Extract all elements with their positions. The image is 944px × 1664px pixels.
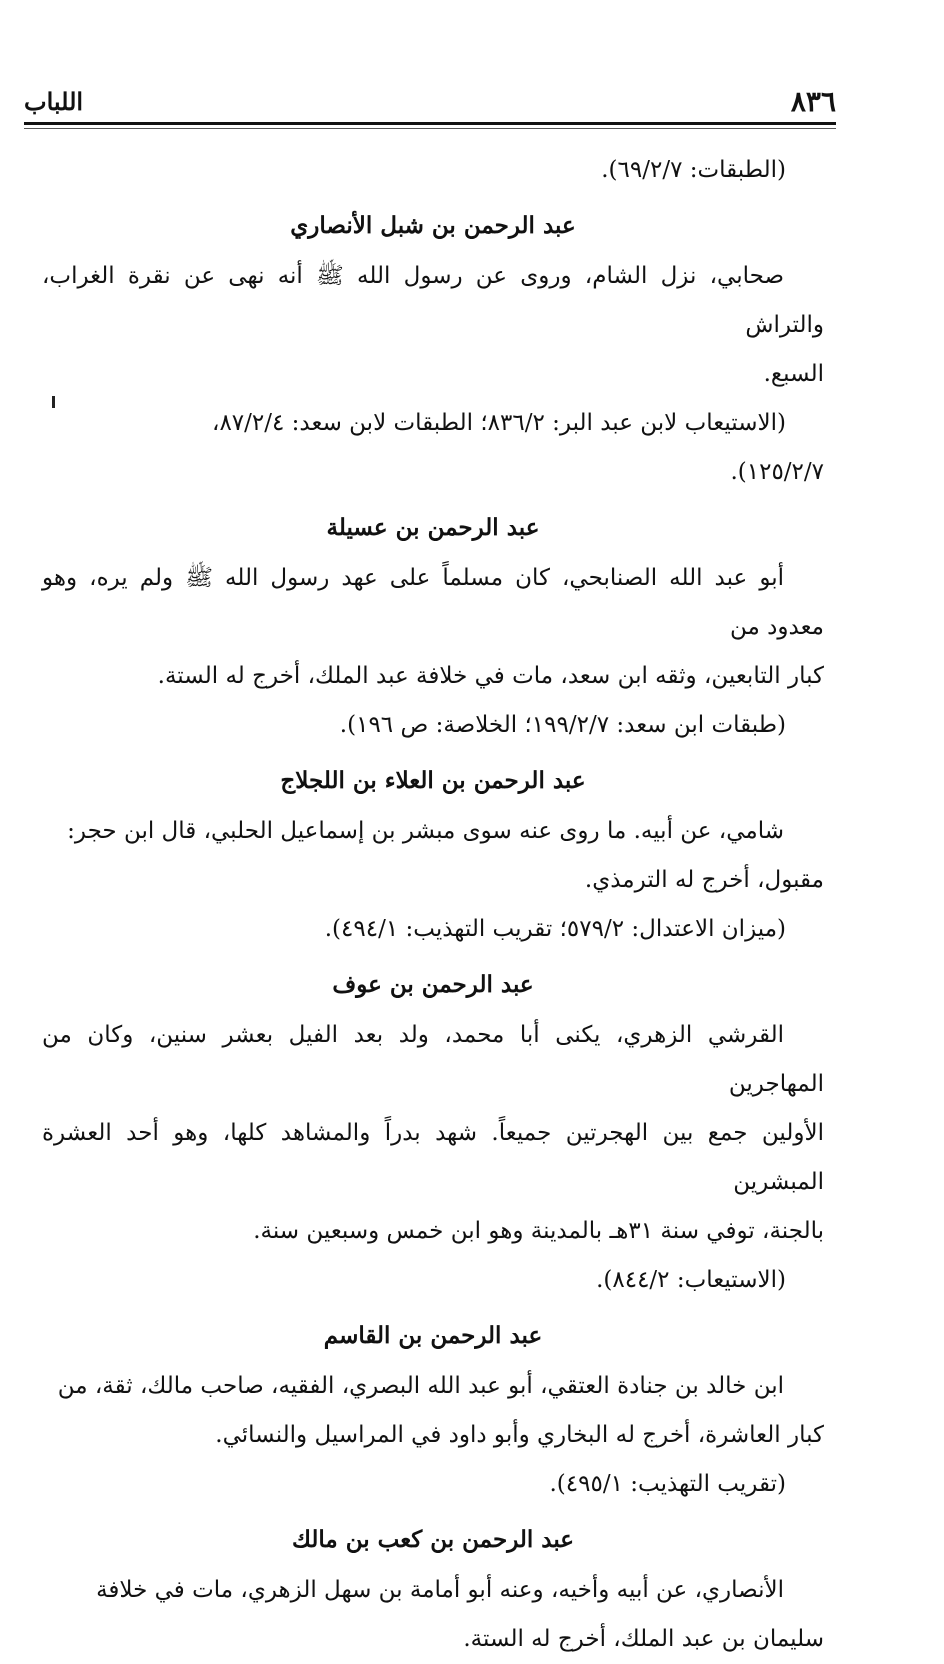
source-citation: ١٢٥/٢/٧). xyxy=(730,459,824,485)
biography-entry xyxy=(42,201,824,497)
entry-title: عبد الرحمن بن عسيلة xyxy=(326,514,540,541)
entry-title: عبد الرحمن بن كعب بن مالك xyxy=(291,1526,575,1553)
entry-text-line: مقبول، أخرج له الترمذي. xyxy=(584,867,824,893)
biography-entry xyxy=(42,960,824,1305)
biography-entry xyxy=(42,756,824,954)
entry-text-line: الأنصاري، عن أبيه وأخيه، وعنه أبو أمامة بن سهل الزهري، مات في خلافة xyxy=(96,1577,784,1603)
page-header xyxy=(24,84,836,124)
source-citation: (طبقات ابن سعد: ١٩٩/٢/٧؛ الخلاصة: ص ١٩٦). xyxy=(339,712,786,738)
entry-text-line: صحابي، نزل الشام، وروى عن رسول الله ﷺ أنه نهى عن نقرة الغراب، والتراش xyxy=(42,263,824,338)
entry-text-line: بالجنة، توفي سنة ٣١هـ بالمدينة وهو ابن خمس وسبعين سنة. xyxy=(253,1218,824,1244)
entry-title: عبد الرحمن بن القاسم xyxy=(323,1322,543,1349)
source-citation: (الاستيعاب: ٨٤٤/٢). xyxy=(596,1267,786,1293)
entry-title: عبد الرحمن بن شبل الأنصاري xyxy=(290,212,576,239)
page-body xyxy=(42,146,824,1664)
entry-title: عبد الرحمن بن العلاء بن اللجلاج xyxy=(280,767,586,794)
page-number: ٨٣٦ xyxy=(790,85,836,118)
biography-entry xyxy=(42,1515,824,1664)
biography-entry xyxy=(42,503,824,750)
entry-text-line: الأولين جمع بين الهجرتين جميعاً. شهد بدراً والمشاهد كلها، وهو أحد العشرة المبشرين xyxy=(42,1120,824,1195)
entry-text-line: شامي، عن أبيه. ما روى عنه سوى مبشر بن إسماعيل الحلبي، قال ابن حجر: xyxy=(67,818,784,844)
entry-text-line: سليمان بن عبد الملك، أخرج له الستة. xyxy=(463,1626,824,1652)
entry-text-line: ابن خالد بن جنادة العتقي، أبو عبد الله البصري، الفقيه، صاحب مالك، ثقة، من xyxy=(57,1373,784,1399)
running-title: اللباب xyxy=(24,87,84,116)
entry-text-line: أبو عبد الله الصنابحي، كان مسلماً على عهد رسول الله ﷺ ولم يره، وهو معدود من xyxy=(42,565,824,640)
entry-text-line: السبع. xyxy=(763,361,824,387)
entry-title: عبد الرحمن بن عوف xyxy=(332,971,534,998)
intro-source-citation: (الطبقات: ٦٩/٢/٧). xyxy=(601,157,786,183)
entry-text-line: القرشي الزهري، يكنى أبا محمد، ولد بعد الفيل بعشر سنين، وكان من المهاجرين xyxy=(42,1022,824,1097)
source-citation: (الاستيعاب لابن عبد البر: ٨٣٦/٢؛ الطبقات لابن سعد: ٨٧/٢/٤، xyxy=(212,410,786,436)
biography-entry xyxy=(42,1311,824,1509)
source-citation: (تقريب التهذيب: ٤٩٥/١). xyxy=(549,1471,786,1497)
entry-text-line: كبار العاشرة، أخرج له البخاري وأبو داود في المراسيل والنسائي. xyxy=(215,1422,824,1448)
header-rule xyxy=(24,122,836,125)
header-rule-thin xyxy=(24,128,836,129)
source-citation: (ميزان الاعتدال: ٥٧٩/٢؛ تقريب التهذيب: ٤٩٤/١). xyxy=(324,916,786,942)
entry-text-line: كبار التابعين، وثقه ابن سعد، مات في خلافة عبد الملك، أخرج له الستة. xyxy=(157,663,824,689)
